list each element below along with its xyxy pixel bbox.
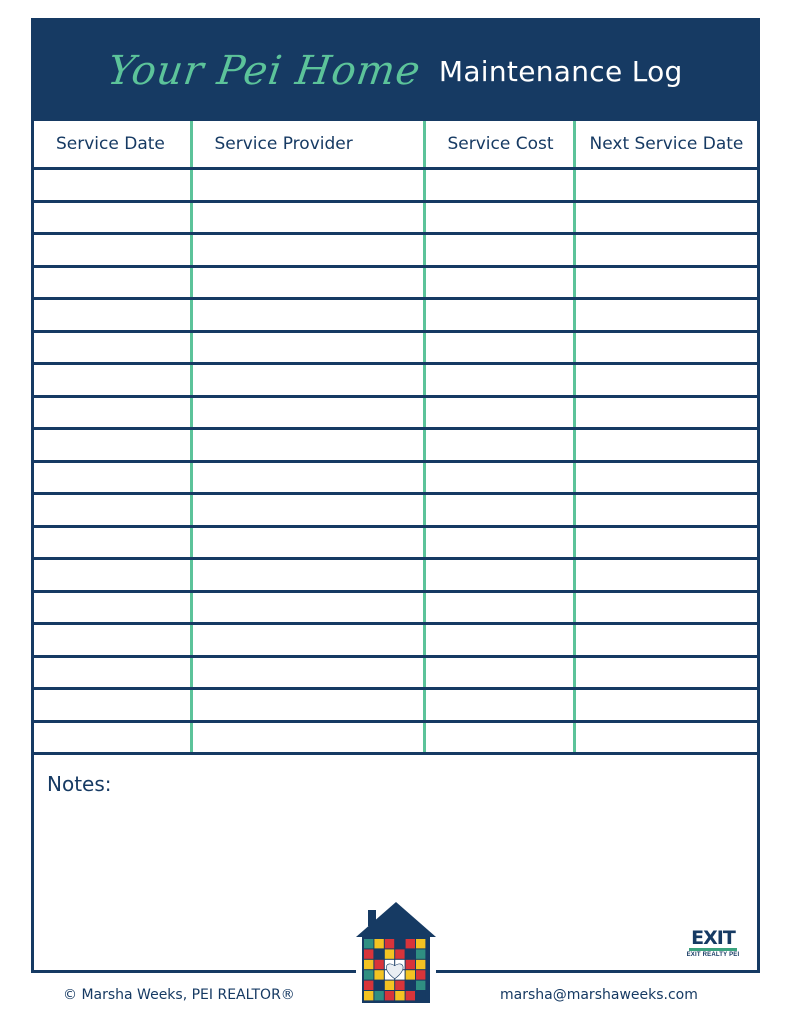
table-cell[interactable] — [424, 429, 574, 462]
table-cell[interactable] — [424, 169, 574, 202]
table-cell[interactable] — [574, 559, 757, 592]
table-cell[interactable] — [191, 591, 424, 624]
table-cell[interactable] — [574, 526, 757, 559]
quilt-house-icon — [356, 900, 436, 1006]
table-cell[interactable] — [191, 721, 424, 754]
table-cell[interactable] — [574, 656, 757, 689]
log-sheet — [31, 18, 760, 973]
table-cell[interactable] — [191, 461, 424, 494]
table-row — [34, 331, 757, 364]
table-cell[interactable] — [574, 169, 757, 202]
table-cell[interactable] — [34, 396, 191, 429]
table-cell[interactable] — [191, 559, 424, 592]
table-cell[interactable] — [424, 721, 574, 754]
table-row — [34, 396, 757, 429]
header-banner — [34, 21, 757, 121]
table-cell[interactable] — [574, 266, 757, 299]
table-cell[interactable] — [191, 526, 424, 559]
table-cell[interactable] — [191, 689, 424, 722]
table-row — [34, 656, 757, 689]
table-cell[interactable] — [34, 559, 191, 592]
brand-script-title: Your Pei Home — [105, 48, 425, 94]
column-header-next-service-date: Next Service Date — [574, 121, 757, 169]
table-row — [34, 429, 757, 462]
table-header-row — [34, 121, 757, 169]
table-cell[interactable] — [191, 266, 424, 299]
table-cell[interactable] — [424, 656, 574, 689]
table-row — [34, 494, 757, 527]
table-cell[interactable] — [34, 689, 191, 722]
table-row — [34, 169, 757, 202]
table-row — [34, 234, 757, 267]
footer-email: marsha@marshaweeks.com — [500, 987, 698, 1003]
exit-logo-subtitle: EXIT REALTY PEI — [686, 952, 740, 958]
table-cell[interactable] — [34, 429, 191, 462]
table-cell[interactable] — [424, 396, 574, 429]
table-row — [34, 299, 757, 332]
table-cell[interactable] — [574, 494, 757, 527]
table-cell[interactable] — [191, 656, 424, 689]
table-cell[interactable] — [424, 559, 574, 592]
table-cell[interactable] — [34, 721, 191, 754]
table-cell[interactable] — [34, 494, 191, 527]
table-cell[interactable] — [424, 234, 574, 267]
table-cell[interactable] — [574, 331, 757, 364]
column-header-service-provider: Service Provider — [191, 121, 424, 169]
table-cell[interactable] — [424, 624, 574, 657]
table-cell[interactable] — [574, 721, 757, 754]
table-cell[interactable] — [424, 591, 574, 624]
table-cell[interactable] — [191, 201, 424, 234]
table-cell[interactable] — [424, 364, 574, 397]
table-row — [34, 364, 757, 397]
column-header-service-cost: Service Cost — [424, 121, 574, 169]
table-cell[interactable] — [34, 299, 191, 332]
table-cell[interactable] — [191, 396, 424, 429]
exit-realty-logo — [686, 928, 740, 962]
table-cell[interactable] — [34, 234, 191, 267]
table-cell[interactable] — [34, 201, 191, 234]
table-row — [34, 266, 757, 299]
table-cell[interactable] — [574, 461, 757, 494]
table-cell[interactable] — [191, 234, 424, 267]
table-cell[interactable] — [34, 656, 191, 689]
table-cell[interactable] — [574, 689, 757, 722]
footer-copyright: © Marsha Weeks, PEI REALTOR® — [63, 987, 295, 1003]
table-cell[interactable] — [574, 396, 757, 429]
column-header-service-date: Service Date — [34, 121, 191, 169]
page-title: Maintenance Log — [438, 54, 683, 88]
table-cell[interactable] — [191, 429, 424, 462]
table-cell[interactable] — [574, 201, 757, 234]
table-cell[interactable] — [424, 689, 574, 722]
table-cell[interactable] — [191, 364, 424, 397]
table-row — [34, 461, 757, 494]
table-cell[interactable] — [424, 266, 574, 299]
table-cell[interactable] — [574, 234, 757, 267]
table-cell[interactable] — [191, 299, 424, 332]
table-cell[interactable] — [34, 266, 191, 299]
table-cell[interactable] — [34, 364, 191, 397]
table-cell[interactable] — [191, 169, 424, 202]
table-row — [34, 591, 757, 624]
table-cell[interactable] — [191, 494, 424, 527]
table-cell[interactable] — [574, 364, 757, 397]
table-cell[interactable] — [34, 526, 191, 559]
table-row — [34, 624, 757, 657]
maintenance-table — [34, 121, 757, 755]
table-row — [34, 201, 757, 234]
table-cell[interactable] — [34, 331, 191, 364]
table-cell[interactable] — [34, 461, 191, 494]
table-cell[interactable] — [424, 494, 574, 527]
table-row — [34, 559, 757, 592]
table-cell[interactable] — [424, 201, 574, 234]
table-cell[interactable] — [574, 624, 757, 657]
table-cell[interactable] — [424, 526, 574, 559]
table-cell[interactable] — [34, 624, 191, 657]
table-cell[interactable] — [574, 429, 757, 462]
table-cell[interactable] — [424, 299, 574, 332]
notes-label: Notes: — [47, 772, 112, 796]
table-body — [34, 169, 757, 754]
table-cell[interactable] — [574, 591, 757, 624]
table-cell[interactable] — [424, 331, 574, 364]
table-row — [34, 689, 757, 722]
table-row — [34, 526, 757, 559]
table-row — [34, 721, 757, 754]
exit-logo-word: EXIT — [691, 927, 735, 949]
table-cell[interactable] — [34, 169, 191, 202]
table-cell[interactable] — [191, 331, 424, 364]
table-cell[interactable] — [574, 299, 757, 332]
table-cell[interactable] — [34, 591, 191, 624]
table-cell[interactable] — [424, 461, 574, 494]
table-cell[interactable] — [191, 624, 424, 657]
